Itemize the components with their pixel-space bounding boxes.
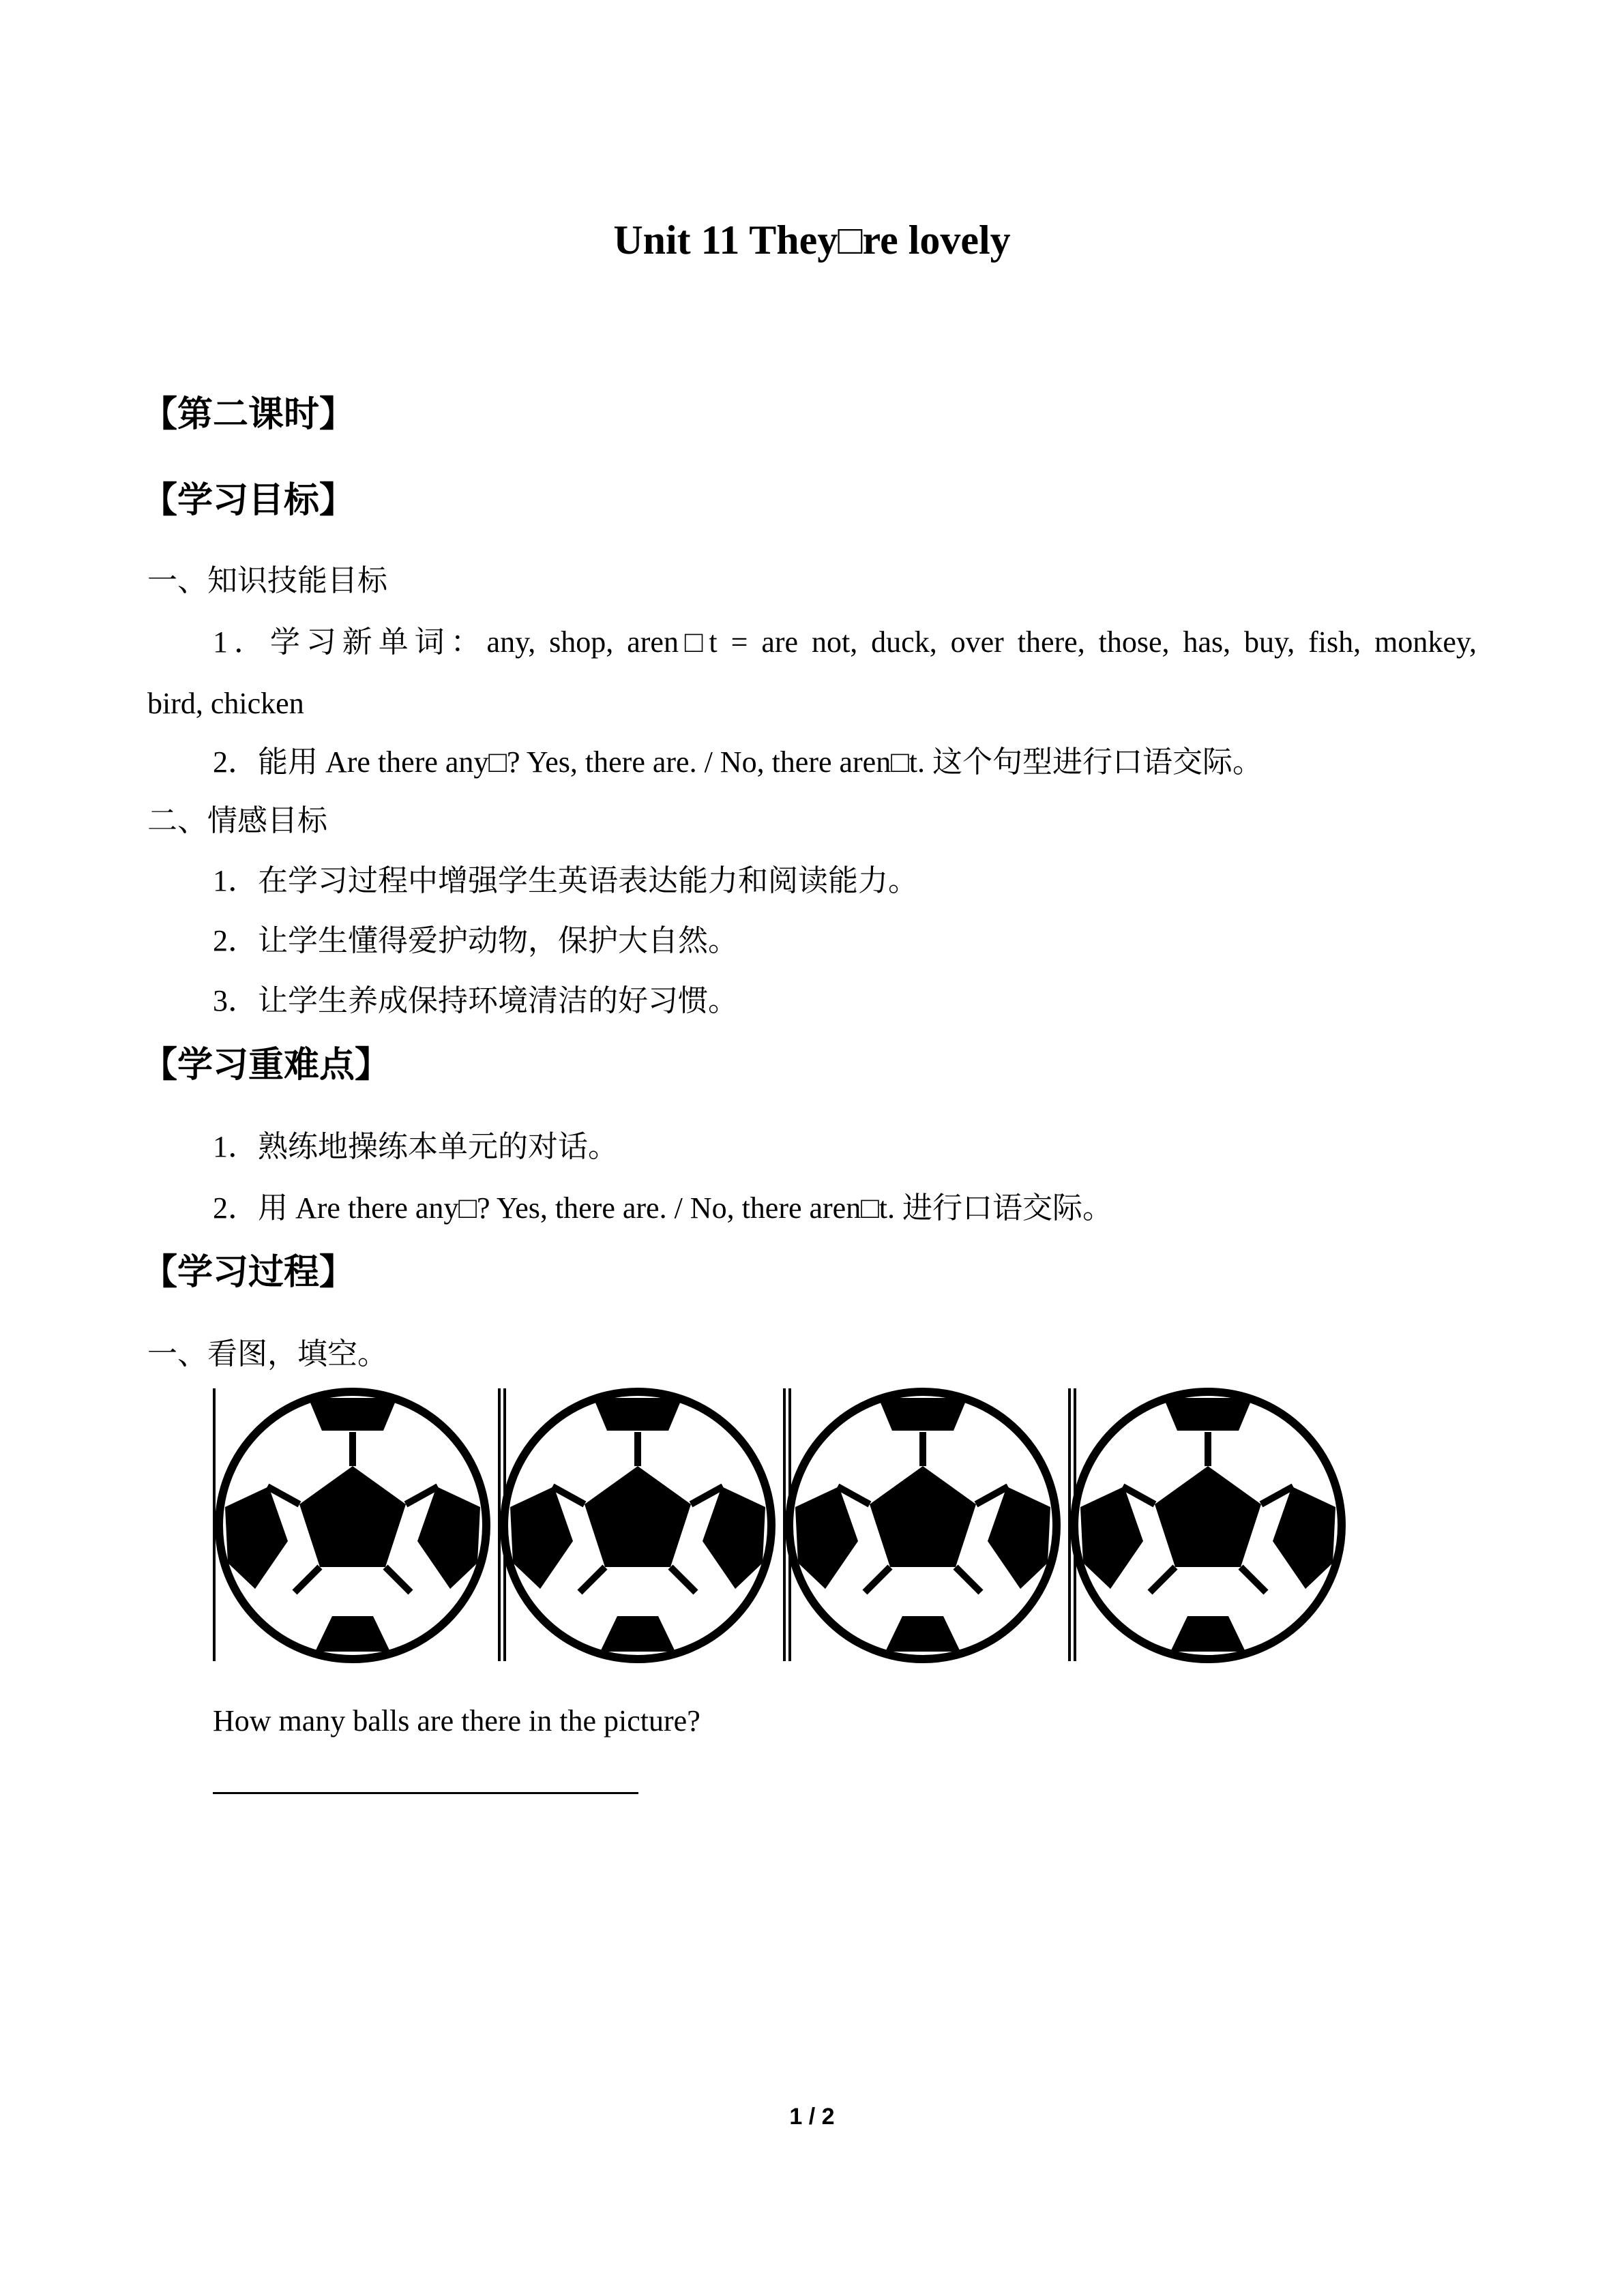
- section-objectives: 【学习目标】: [142, 480, 355, 521]
- section-process: 【学习过程】: [142, 1252, 355, 1293]
- knowledge-heading: 一、知识技能目标: [147, 564, 387, 597]
- section-period: 【第二课时】: [142, 394, 355, 435]
- emotion-item: 3．让学生养成保持环境清洁的好习惯。: [213, 984, 738, 1017]
- emotion-heading: 二、情感目标: [147, 804, 327, 837]
- key-point-item: 1．熟练地操练本单元的对话。: [213, 1130, 618, 1163]
- emotion-item: 1．在学习过程中增强学生英语表达能力和阅读能力。: [213, 864, 918, 897]
- emotion-item: 2．让学生懂得爱护动物，保护大自然。: [213, 924, 738, 957]
- sentence-pattern-item: 2．能用 Are there any□? Yes, there are. / No, there aren□t. 这个句型进行口语交际。: [213, 745, 1263, 779]
- exercise-question: How many balls are there in the picture?: [213, 1704, 700, 1738]
- vocab-item-line1: 1．学习新单词：any, shop, aren□t = are not, duck, over there, those, has, buy, fish, monkey,: [213, 625, 1477, 659]
- soccer-ball-icon: [213, 1384, 498, 1664]
- exercise-heading: 一、看图，填空。: [147, 1337, 387, 1371]
- page-number: 1 / 2: [789, 2104, 835, 2130]
- soccer-ball-icon: [783, 1384, 1068, 1664]
- key-point-item: 2．用 Are there any□? Yes, there are. / No, there aren□t. 进行口语交际。: [213, 1191, 1113, 1225]
- soccer-ball-icon: [498, 1384, 783, 1664]
- vocab-item-line2: bird, chicken: [147, 687, 304, 720]
- page-title: Unit 11 They□re lovely: [613, 218, 1011, 263]
- section-key-points: 【学习重难点】: [142, 1045, 391, 1086]
- soccer-ball-picture: [213, 1384, 1353, 1664]
- answer-blank[interactable]: [213, 1792, 638, 1794]
- soccer-ball-icon: [1068, 1384, 1353, 1664]
